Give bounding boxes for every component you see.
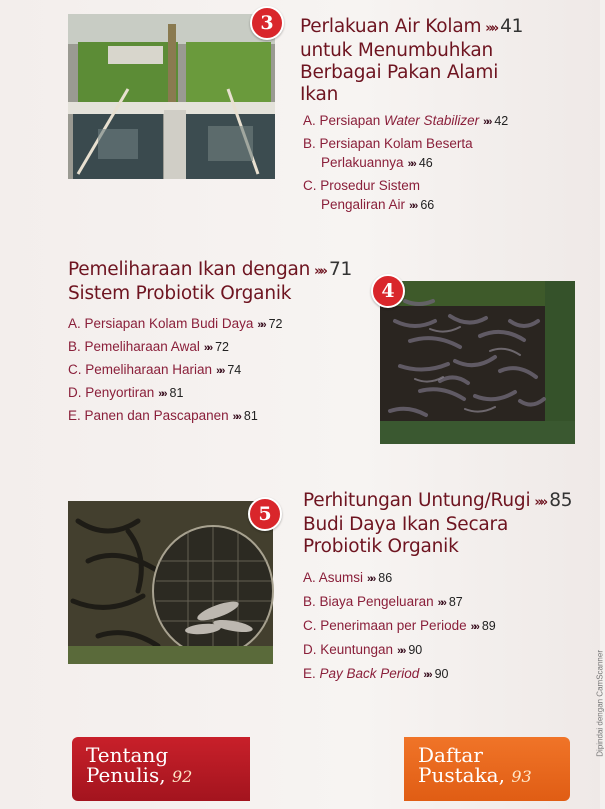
chevron-right-icon: »» xyxy=(407,158,414,170)
tab-left-line2: Penulis, xyxy=(86,763,166,787)
list-item[interactable]: D. Keuntungan »» 90 xyxy=(303,642,423,657)
chapter-4-badge: 4 xyxy=(371,274,405,308)
chevron-right-icon: »» xyxy=(423,669,430,681)
chevron-right-icon: »» xyxy=(314,264,325,279)
chapter-3-items xyxy=(303,111,563,216)
chapter-5-badge: 5 xyxy=(248,497,282,531)
daftar-pustaka-tab[interactable] xyxy=(404,737,570,801)
chapter-5-title-line2: Budi Daya Ikan Secara xyxy=(303,514,509,535)
chevron-right-icon: »» xyxy=(367,573,374,585)
tab-right-line1: Daftar xyxy=(418,743,483,767)
list-item[interactable]: C. Prosedur Sistem Pengaliran Air »» 66 xyxy=(303,178,435,212)
list-item[interactable]: B. Persiapan Kolam Beserta Perlakuannya »» 46 xyxy=(303,136,473,170)
chapter-5-title-line1: Perhitungan Untung/Rugi xyxy=(303,490,531,511)
chevron-right-icon: »» xyxy=(483,116,490,128)
chapter-4-photo xyxy=(380,281,575,444)
chapter-3-title-line2: untuk Menumbuhkan xyxy=(300,40,494,61)
chapter-4-title[interactable] xyxy=(68,259,368,305)
tab-right-page: 93 xyxy=(511,767,532,786)
chapter-3-photo xyxy=(68,14,275,179)
chapter-3-page: 41 xyxy=(500,16,524,37)
list-item[interactable]: E. Panen dan Pascapanen »» 81 xyxy=(68,408,258,423)
chapter-3-title-line1: Perlakuan Air Kolam xyxy=(300,16,482,37)
chapter-5-title-line3: Probiotik Organik xyxy=(303,536,459,557)
list-item[interactable]: C. Pemeliharaan Harian »» 74 xyxy=(68,362,242,377)
chevron-right-icon: »» xyxy=(158,388,165,400)
list-item[interactable]: C. Penerimaan per Periode »» 89 xyxy=(303,618,496,633)
tab-right-line2: Pustaka, xyxy=(418,763,505,787)
chapter-5-title[interactable] xyxy=(303,490,573,558)
list-item[interactable]: B. Pemeliharaan Awal »» 72 xyxy=(68,339,229,354)
chevron-right-icon: »» xyxy=(257,319,264,331)
tentang-penulis-tab[interactable] xyxy=(72,737,250,801)
chapter-3-title-line4: Ikan xyxy=(300,84,339,105)
list-item[interactable]: D. Penyortiran »» 81 xyxy=(68,385,184,400)
chevron-right-icon: »» xyxy=(534,495,546,510)
chevron-right-icon: »» xyxy=(485,21,497,36)
list-item[interactable]: A. Asumsi »» 86 xyxy=(303,570,393,585)
tab-left-page: 92 xyxy=(171,767,193,786)
chapter-4-items xyxy=(68,314,368,427)
list-item[interactable]: A. Persiapan Water Stabilizer »» 42 xyxy=(303,113,509,128)
scanner-watermark: Dipindai dengan CamScanner xyxy=(596,650,605,757)
chevron-right-icon: »» xyxy=(397,645,404,657)
chapter-4-title-line2: Sistem Probiotik Organik xyxy=(68,283,292,304)
chapter-5-items xyxy=(303,568,573,685)
chevron-right-icon: »» xyxy=(232,411,239,423)
chevron-right-icon: »» xyxy=(437,597,444,609)
chapter-3-title[interactable] xyxy=(300,16,540,106)
chapter-5-page: 85 xyxy=(549,490,573,511)
list-item[interactable]: B. Biaya Pengeluaran »» 87 xyxy=(303,594,463,609)
chevron-right-icon: »» xyxy=(216,365,223,377)
tab-left-line1: Tentang xyxy=(86,743,169,767)
list-item[interactable]: E. Pay Back Period »» 90 xyxy=(303,666,449,681)
chapter-3-badge: 3 xyxy=(250,6,284,40)
chevron-right-icon: »» xyxy=(409,200,416,212)
chevron-right-icon: »» xyxy=(470,621,477,633)
list-item[interactable]: A. Persiapan Kolam Budi Daya »» 72 xyxy=(68,316,283,331)
chapter-4-title-line1: Pemeliharaan Ikan dengan xyxy=(68,259,311,280)
chapter-3-title-line3: Berbagai Pakan Alami xyxy=(300,62,499,83)
chevron-right-icon: »» xyxy=(203,342,211,354)
chapter-5-photo xyxy=(68,501,273,664)
chapter-4-page: 71 xyxy=(328,259,353,280)
